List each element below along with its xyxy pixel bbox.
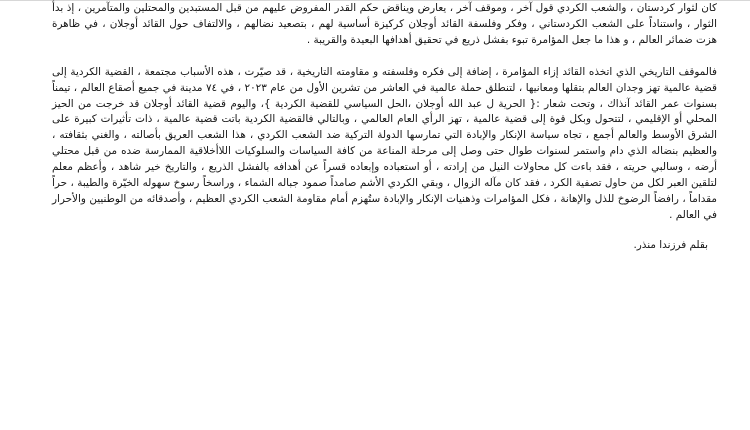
paragraph-global-campaign [52, 65, 717, 224]
signature-text: بقلم فرزندا منذر. [633, 238, 708, 251]
article-body [52, 1, 717, 254]
paragraph-1-text: كان لثوار كردستان ، والشعب الكردي قول آخر ، وموقف آخر ، يعارض ويناقض حكم القدر المفروض عليهم من قبل المستبدين والمحتلين والمتآمرين ، إذ بدأ الثوار ، واستناداً على الشعب الكردستاني ، وفكر وفلسفة القائد أوجلان كركيزة أساسية لهم ، بتصعيد نضالهم ، والالتفاف حول القائد أوجلان ، في ظاهرة هزت ضمائر العالم ، و هذا ما جعل المؤامرة تبوء بفشل ذريع في تحقيق أهدافها البعيدة والقريبة . [52, 2, 717, 46]
paragraph-kurdish-resistance [52, 1, 717, 49]
author-signature [52, 238, 708, 254]
paragraph-2-text: فالموقف التاريخي الذي اتخذه القائد إزاء المؤامرة ، إضافة إلى فكره وفلسفته و مقاومته التاريخية ، قد صيّرت ، هذه الأسباب مجتمعة ، القضية الكردية إلى قضية عالمية تهز وجدان العالم بتقلها ومعانيها ، لتنطلق حملة عالمية في العاشر من تشرين الأول من عام ٢٠٢٣ ، في ٧٤ مدينة في جميع أصقاع العالم ، تيمناً بسنوات عمر القائد آنذاك ، وتحت شعار :{ الحرية ل عبد الله أوجلان ،الحل السياسي للقضية الكردية }، واليوم قضية القائد أوجلان قد خرجت من الحيز المحلي أو الإقليمي ، لتتحول وبكل قوة إلى قضية عالمية ، تهز الرأي العام العالمي ، وبالتالي فالقضية الكردية باتت قضية عالمية ، ذات تأثيرات كبيرة على الشرق الأوسط والعالم أجمع ، تجاه سياسة الإنكار والإبادة التي تمارسها الدولة التركية ضد الشعب الكردي ، هذا الشعب العريق بأصالته ، والغني بثقافته ، والعظيم بنضاله الذي دام واستمر لسنوات طوال حتى وصل إلى مرحلة المناعة من كافة السياسات والسلوكيات اللاأخلاقية الممارسة ضده من قبل محتلي أرضه ، وسالبي حريته ، فقد باءت كل محاولات النيل من إرادته ، أو استعباده وإبعاده قسراً عن أهدافه بالفشل الذريع ، والتاريخ خير شاهد ، وأعظم معلم لتلقين العبر لكل من حاول تصفية الكرد ، فقد كان مآله الزوال ، وبقي الكردي الأشم صامداً صمود جباله الشماء ، وراسخاً رسوخ سهوله الخيّرة والطيبة ، حراً مقداماً ، رافضاً الرضوخ للذل والإهانة ، فكل المؤامرات وذهنيات الإنكار والإبادة ستُهزم أمام مقاومة الشعب الكردي العظيم ، وأصدقائه من الوطنيين والأحرار في العالم . [52, 65, 717, 221]
